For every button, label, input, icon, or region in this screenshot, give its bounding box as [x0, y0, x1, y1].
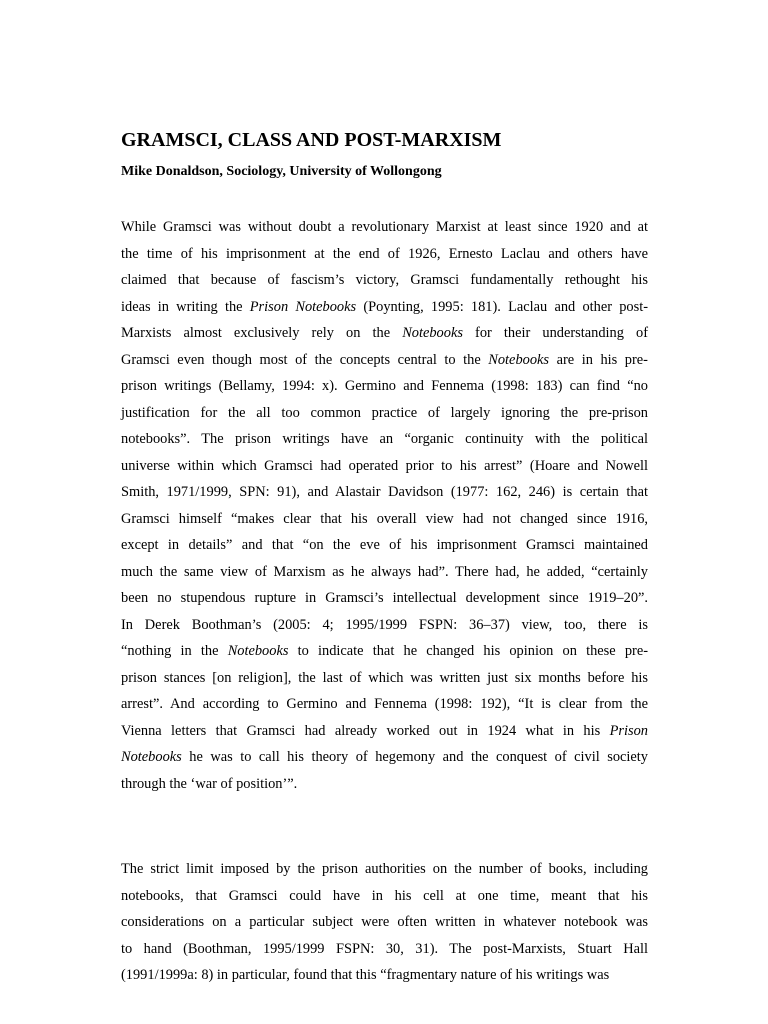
text-run: Gramsci even though most of the concepts central to the	[121, 351, 489, 368]
italic-title: Prison	[609, 722, 648, 739]
text-run: notebooks”. The prison writings have an “organic continuity with the political	[121, 431, 648, 447]
text-line	[121, 936, 648, 963]
text-run: are in his pre-	[549, 351, 648, 368]
text-run: considerations on a particular subject were often written in whatever notebook was	[121, 914, 648, 930]
text-run: “nothing in the	[121, 643, 228, 659]
text-run: for their understanding of	[462, 325, 648, 341]
text-line	[121, 638, 648, 665]
text-run: (Poynting, 1995: 181). Laclau and other post-	[356, 298, 649, 315]
text-run: through the ‘war of position’”.	[121, 775, 298, 792]
text-run: he was to call his theory of hegemony and the conquest of civil society	[181, 749, 648, 765]
text-line	[121, 214, 648, 241]
text-line	[121, 532, 648, 559]
text-line	[121, 506, 648, 533]
text-line	[121, 909, 648, 936]
text-line	[121, 771, 648, 798]
text-line	[121, 373, 648, 400]
text-run: Smith, 1971/1999, SPN: 91), and Alastair Davidson (1977: 162, 246) is certain that	[121, 484, 648, 500]
text-line	[121, 856, 648, 883]
text-run: Gramsci himself “makes clear that his overall view had not changed since 1916,	[121, 510, 648, 527]
text-run: While Gramsci was without doubt a revolutionary Marxist at least since 1920 and at	[121, 219, 648, 235]
text-line	[121, 962, 648, 989]
italic-title: Notebooks	[227, 643, 289, 659]
text-run: (1991/1999a: 8) in particular, found that this “fragmentary nature of his writings was	[121, 967, 610, 983]
text-run: In Derek Boothman’s (2005: 4; 1995/1999 FSPN: 36–37) view, too, there is	[121, 616, 648, 633]
text-run: universe within which Gramsci had operated prior to his arrest” (Hoare and Nowell	[121, 457, 648, 474]
text-run: the time of his imprisonment at the end of 1926, Ernesto Laclau and others have	[121, 245, 648, 262]
text-run: justification for the all too common practice of largely ignoring the pre-prison	[121, 404, 648, 421]
text-run: The strict limit imposed by the prison authorities on the number of books, including	[121, 861, 648, 877]
text-line	[121, 665, 648, 692]
text-run: arrest”. And according to Germino and Fennema (1998: 192), “It is clear from the	[121, 696, 648, 712]
text-run: been no stupendous rupture in Gramsci’s intellectual development since 1919–20”.	[121, 590, 648, 606]
text-line	[121, 691, 648, 718]
text-run: ideas in writing the	[121, 298, 250, 315]
text-line	[121, 320, 648, 347]
text-line	[121, 718, 648, 745]
paper-title: GRAMSCI, CLASS AND POST-MARXISM	[121, 129, 502, 151]
text-line	[121, 479, 648, 506]
text-run: to indicate that he changed his opinion on these pre-	[288, 643, 648, 659]
text-run: claimed that because of fascism’s victory, Gramsci fundamentally rethought his	[121, 272, 648, 288]
italic-title: Notebooks	[488, 351, 550, 368]
italic-title: Prison Notebooks	[249, 298, 357, 315]
text-run: except in details” and that “on the eve of his imprisonment Gramsci maintained	[121, 537, 648, 553]
text-line	[121, 294, 648, 321]
text-run: notebooks, that Gramsci could have in his cell at one time, meant that his	[121, 887, 648, 904]
body-paragraph-2	[121, 856, 648, 989]
text-run: much the same view of Marxism as he always had”. There had, he added, “certainly	[121, 563, 648, 580]
text-line	[121, 347, 648, 374]
text-line	[121, 241, 648, 268]
text-line	[121, 559, 648, 586]
text-line	[121, 744, 648, 771]
text-run: Marxists almost exclusively rely on the	[121, 325, 403, 341]
text-run: prison stances [on religion], the last of which was written just six months before his	[121, 669, 648, 686]
italic-title: Notebooks	[121, 749, 182, 765]
text-run: prison writings (Bellamy, 1994: x). Germino and Fennema (1998: 183) can find “no	[121, 378, 648, 394]
text-run: to hand (Boothman, 1995/1999 FSPN: 30, 31). The post-Marxists, Stuart Hall	[121, 940, 648, 957]
text-line	[121, 267, 648, 294]
italic-title: Notebooks	[402, 325, 463, 341]
text-line	[121, 453, 648, 480]
text-run: Vienna letters that Gramsci had already worked out in 1924 what in his	[121, 722, 610, 739]
body-paragraph-1	[121, 214, 648, 797]
text-line	[121, 426, 648, 453]
text-line	[121, 612, 648, 639]
text-line	[121, 400, 648, 427]
text-line	[121, 585, 648, 612]
text-line	[121, 883, 648, 910]
author-affiliation: Mike Donaldson, Sociology, University of Wollongong	[121, 164, 442, 179]
